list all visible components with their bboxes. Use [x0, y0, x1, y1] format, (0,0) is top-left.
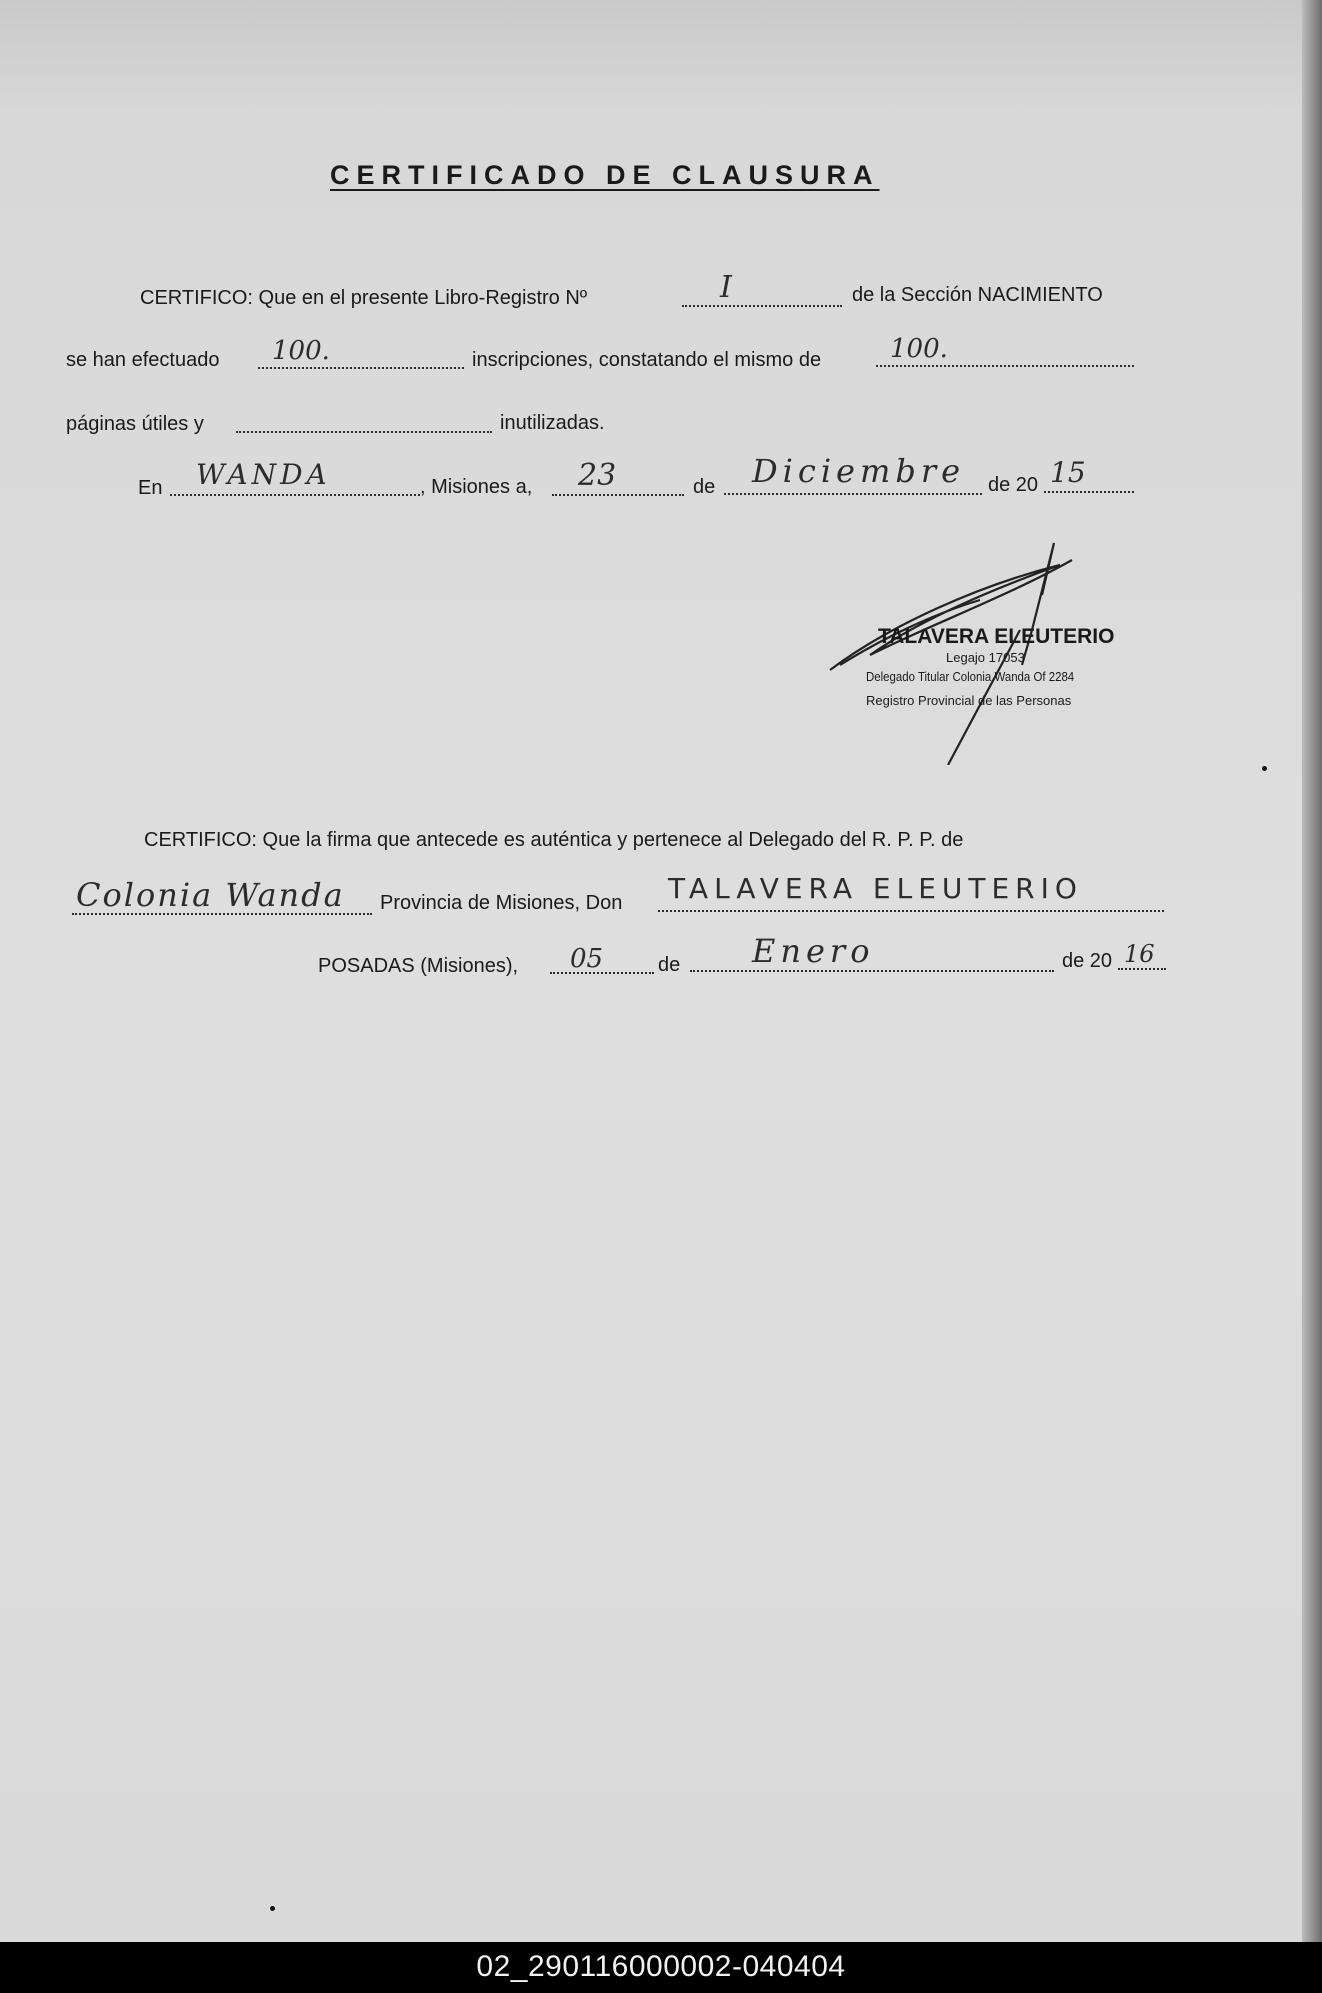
- handwritten-year: 15: [1050, 456, 1086, 489]
- para1-line1-text: CERTIFICO: Que en el presente Libro-Registro Nº: [140, 287, 588, 309]
- handwritten-paginas: 100.: [890, 334, 948, 364]
- fill-line: [258, 367, 464, 369]
- para2-line3-posadas: POSADAS (Misiones),: [318, 955, 519, 977]
- stamp-name: TALAVERA ELEUTERIO: [878, 625, 1115, 648]
- fill-line: [552, 494, 684, 496]
- handwritten-year-2: 16: [1124, 940, 1155, 968]
- fill-line: [1118, 968, 1166, 970]
- para2-line3-de: de: [658, 954, 681, 976]
- footer-label: 02_290116000002-040404: [476, 1950, 846, 1983]
- fill-line: [236, 431, 492, 433]
- handwritten-month: Diciembre: [752, 452, 966, 490]
- para1-line4-en: En: [138, 477, 163, 499]
- fill-line: [170, 494, 420, 496]
- document-title: CERTIFICADO DE CLAUSURA: [330, 160, 880, 190]
- fill-line: [658, 910, 1164, 912]
- handwritten-place: WANDA: [196, 458, 331, 491]
- fill-line: [1044, 491, 1134, 493]
- handwritten-colonia: Colonia Wanda: [76, 876, 345, 914]
- paper-speck: [270, 1906, 275, 1911]
- fill-line: [690, 970, 1054, 972]
- para1-line1-end: de la Sección NACIMIENTO: [852, 284, 1103, 306]
- footer-bar: [0, 1942, 1322, 1993]
- para1-line3-end: inutilizadas.: [500, 412, 605, 434]
- fill-line: [876, 365, 1134, 367]
- stamp-legajo: Legajo 17053: [946, 650, 1025, 665]
- stamp-org: Registro Provincial de las Personas: [866, 693, 1072, 708]
- stamp-role: Delegado Titular Colonia Wanda Of 2284: [866, 669, 1075, 684]
- para2-line1-text: CERTIFICO: Que la firma que antecede es auténtica y pertenece al Delegado del R. P. P. de: [144, 829, 964, 851]
- handwritten-libro-number: I: [720, 270, 732, 305]
- para1-line2-text: se han efectuado: [66, 349, 220, 371]
- page-edge: [1302, 0, 1322, 1942]
- handwritten-name: TALAVERA ELEUTERIO: [668, 872, 1083, 905]
- paper-speck: [1262, 766, 1267, 771]
- fill-line: [682, 305, 842, 307]
- handwritten-inscripciones: 100.: [272, 336, 330, 366]
- para1-line4-misiones: , Misiones a,: [420, 476, 533, 498]
- fill-line: [724, 493, 982, 495]
- para1-line4-de: de: [693, 476, 716, 498]
- handwritten-day: 23: [578, 458, 617, 493]
- para2-line2-text: Provincia de Misiones, Don: [380, 892, 623, 914]
- handwritten-month-2: Enero: [752, 932, 875, 970]
- para1-line2-middle: inscripciones, constatando el mismo de: [472, 349, 822, 371]
- para1-line3-text: páginas útiles y: [66, 413, 204, 435]
- para2-line3-year-prefix: de 20: [1062, 950, 1113, 972]
- handwritten-day-2: 05: [570, 944, 604, 974]
- para1-line4-year-prefix: de 20: [988, 474, 1039, 496]
